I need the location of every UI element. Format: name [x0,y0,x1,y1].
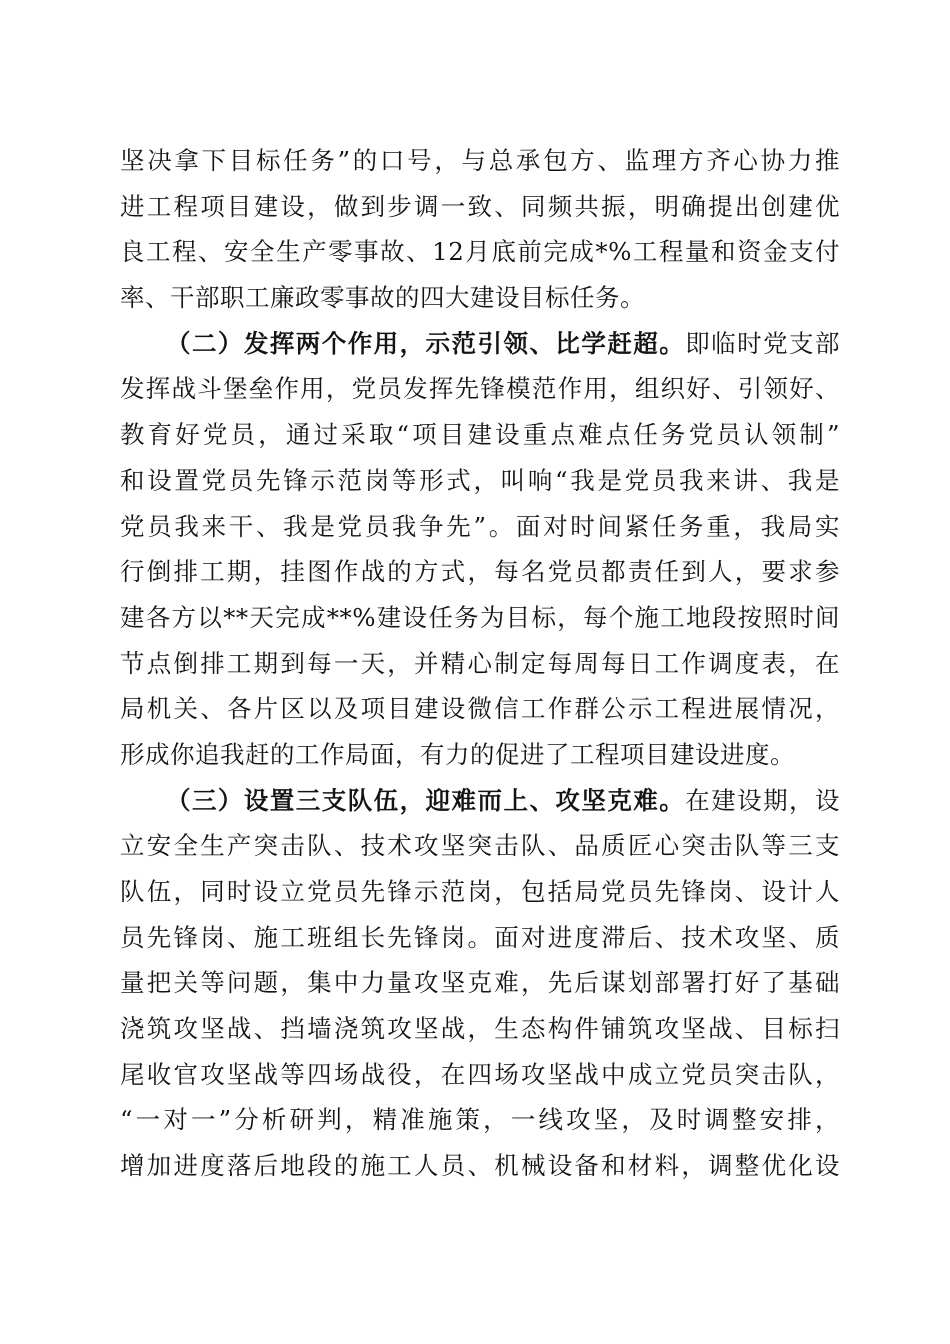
text-line: 局机关、各片区以及项目建设微信工作群公示工程进展情况， [120,694,840,724]
text-span: 即临时党支部 [685,328,841,358]
text-span: 在建设期，设 [685,785,841,815]
section-heading-2: （二）发挥两个作用，示范引领、比学赶超。 [166,328,686,358]
text-line: 立安全生产突击队、技术攻坚突击队、品质匠心突击队等三支 [120,831,840,861]
section-heading-3: （三）设置三支队伍，迎难而上、攻坚克难。 [166,785,686,815]
text-line: 良工程、安全生产零事故、12月底前完成*%工程量和资金支付 [120,237,840,267]
text-line: 建各方以**天完成**%建设任务为目标，每个施工地段按照时间 [120,602,840,632]
text-line: 率、干部职工廉政零事故的四大建设目标任务。 [120,283,645,313]
text-line: 浇筑攻坚战、挡墙浇筑攻坚战，生态构件铺筑攻坚战、目标扫 [120,1014,840,1044]
text-line: 行倒排工期，挂图作战的方式，每名党员都责任到人，要求参 [120,557,840,587]
text-line: 队伍，同时设立党员先锋示范岗，包括局党员先锋岗、设计人 [120,877,840,906]
paragraph-3-first-line [120,778,840,824]
text-line: 和设置党员先锋示范岗等形式，叫响“我是党员我来讲、我是 [120,465,840,495]
text-line: 形成你追我赶的工作局面，有力的促进了工程项目建设进度。 [120,739,795,769]
document-body [120,138,840,1189]
text-line: 尾收官攻坚战等四场战役，在四场攻坚战中成立党员突击队， [120,1059,840,1089]
text-line: 量把关等问题，集中力量攻坚克难，先后谋划部署打好了基础 [120,968,840,998]
text-line: “一对一”分析研判，精准施策，一线攻坚，及时调整安排， [120,1105,840,1135]
text-line: 教育好党员，通过采取“项目建设重点难点任务党员认领制” [120,420,840,450]
text-line: 进工程项目建设，做到步调一致、同频共振，明确提出创建优 [120,191,840,221]
text-line: 坚决拿下目标任务”的口号，与总承包方、监理方齐心协力推 [120,146,840,175]
paragraph-2-first-line [120,321,840,367]
text-line: 节点倒排工期到每一天，并精心制定每周每日工作调度表，在 [120,648,840,678]
text-line: 发挥战斗堡垒作用，党员发挥先锋模范作用，组织好、引领好、 [120,374,840,404]
text-line: 增加进度落后地段的施工人员、机械设备和材料，调整优化设 [120,1151,840,1181]
text-line: 党员我来干、我是党员我争先”。面对时间紧任务重，我局实 [120,511,840,541]
text-line: 员先锋岗、施工班组长先锋岗。面对进度滞后、技术攻坚、质 [120,922,840,952]
